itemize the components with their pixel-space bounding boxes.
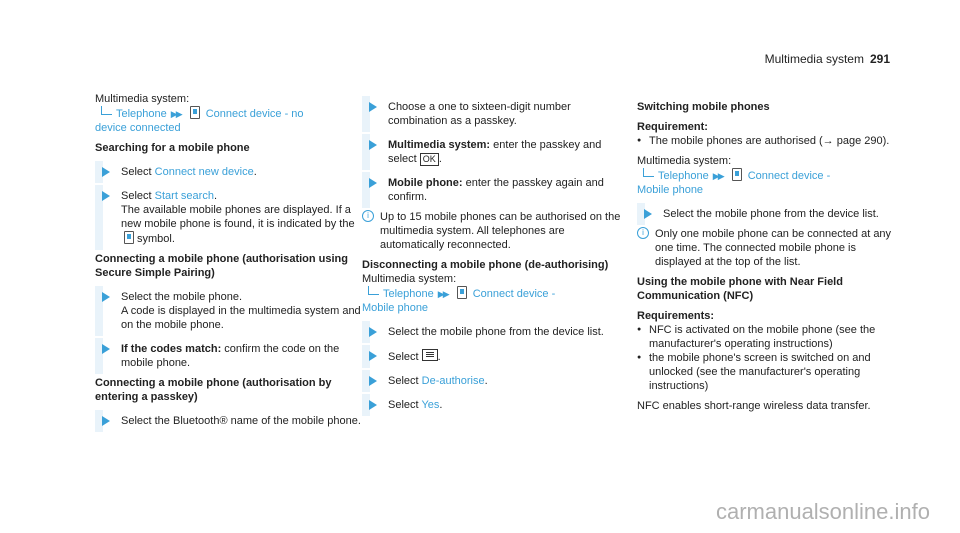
phone-icon	[732, 168, 742, 181]
column-3	[637, 92, 905, 413]
text: .	[484, 375, 488, 387]
path-device-connected: device connected	[95, 122, 181, 134]
step	[362, 100, 630, 128]
mm-label: Multimedia system:	[637, 155, 732, 167]
menu-path	[637, 168, 905, 183]
text: Select	[388, 351, 422, 363]
note	[637, 227, 905, 269]
list-item: ● NFC is activated on the mobile phone (see the manufacturer's operating instructions)	[637, 323, 905, 351]
path-mobile-phone: Mobile phone	[362, 302, 429, 314]
step	[362, 325, 630, 339]
heading-ssp: Connecting a mobile phone (authorisation using Secure Simple Pairing)	[95, 253, 348, 279]
text: The available mobile phones are displayed. If a new mobile phone is found, it is indicated by the	[121, 204, 355, 230]
path-arrow-icon	[643, 168, 654, 177]
text: If the codes match:	[121, 343, 222, 355]
text: Select	[121, 190, 155, 202]
menu-icon	[422, 349, 438, 361]
step	[95, 342, 363, 370]
text: .	[437, 351, 441, 363]
text: Mobile phone:	[388, 177, 463, 189]
step	[637, 207, 905, 221]
text: Multimedia system:	[388, 139, 491, 151]
heading-switching: Switching mobile phones	[637, 101, 770, 113]
path-telephone: Telephone	[116, 108, 167, 120]
step-arrow-icon	[369, 178, 377, 188]
list-item: ● the mobile phone's screen is switched on and unlocked (see the manufacturer's operating instructions)	[637, 351, 905, 393]
menu-path	[362, 286, 630, 301]
path-telephone: Telephone	[658, 170, 709, 182]
requirement-label: Requirement:	[637, 121, 708, 133]
list-item: ● The mobile phones are authorised (→ page 290).	[637, 134, 905, 148]
step	[362, 138, 630, 166]
path-telephone: Telephone	[383, 288, 434, 300]
nfc-text: NFC enables short-range wireless data transfer.	[637, 400, 871, 412]
heading-passkey: Connecting a mobile phone (authorisation by entering a passkey)	[95, 377, 332, 403]
step-arrow-icon	[102, 344, 110, 354]
heading-nfc: Using the mobile phone with Near Field Communication (NFC)	[637, 276, 843, 302]
step-arrow-icon	[369, 400, 377, 410]
ui-connect-new-device: Connect new device	[154, 166, 254, 178]
mm-label: Multimedia system:	[362, 273, 457, 285]
note	[362, 210, 630, 252]
text: A code is displayed in the multimedia system and on the mobile phone.	[121, 305, 361, 331]
ui-start-search: Start search	[154, 190, 214, 202]
text: .	[253, 166, 257, 178]
path-arrow-icon	[101, 106, 112, 115]
path-arrow-icon	[368, 286, 379, 295]
step	[95, 189, 363, 246]
ok-key: OK	[420, 153, 439, 166]
step	[95, 165, 363, 179]
text: symbol.	[137, 233, 175, 245]
path-connect-device: Connect device -	[472, 288, 556, 300]
step	[362, 398, 630, 412]
double-chevron-icon: ▶▶	[712, 171, 723, 181]
path-connect-device: Connect device - no	[205, 108, 304, 120]
page-number: 291	[869, 52, 890, 66]
step-arrow-icon	[369, 376, 377, 386]
text: Up to 15 mobile phones can be authorised on the multimedia system. All telephones are automatically reconnected.	[380, 211, 621, 251]
step-arrow-icon	[102, 167, 110, 177]
step-arrow-icon	[369, 351, 377, 361]
phone-icon	[457, 286, 467, 299]
text: Select the mobile phone.	[121, 291, 243, 303]
path-mobile-phone: Mobile phone	[637, 184, 704, 196]
ui-de-authorise: De-authorise	[421, 375, 485, 387]
text: Choose a one to sixteen-digit number combination as a passkey.	[388, 101, 571, 127]
step	[362, 176, 630, 204]
text: Select	[121, 166, 155, 178]
step	[95, 414, 363, 428]
text: Only one mobile phone can be connected at any one time. The connected mobile phone is displayed at the top of the list.	[655, 228, 892, 268]
text: .	[213, 190, 218, 202]
text: Select	[388, 375, 422, 387]
step-arrow-icon	[102, 416, 110, 426]
step-arrow-icon	[102, 191, 110, 201]
phone-icon	[124, 231, 134, 244]
step-arrow-icon	[369, 327, 377, 337]
section-title: Multimedia system	[764, 52, 864, 66]
step	[362, 374, 630, 388]
ui-yes: Yes	[421, 399, 440, 411]
step-arrow-icon	[369, 102, 377, 112]
menu-path	[95, 106, 363, 121]
watermark: carmanualsonline.info	[715, 499, 930, 524]
heading-disconnect: Disconnecting a mobile phone (de-authorising)	[362, 259, 609, 271]
text: Select	[388, 399, 422, 411]
path-connect-device: Connect device -	[747, 170, 831, 182]
step-arrow-icon	[102, 292, 110, 302]
text: enter the passkey and select	[388, 139, 602, 165]
requirements-label: Requirements:	[637, 310, 715, 322]
column-2	[362, 92, 630, 412]
step-arrow-icon	[369, 140, 377, 150]
page-header	[765, 52, 890, 66]
phone-icon	[190, 106, 200, 119]
text: Select the mobile phone from the device list.	[388, 326, 604, 338]
step	[95, 290, 363, 332]
text: .	[438, 153, 442, 165]
text: enter the passkey again and confirm.	[388, 177, 604, 203]
info-icon: i	[637, 227, 649, 239]
text: confirm the code on the mobile phone.	[121, 343, 340, 369]
info-icon: i	[362, 210, 374, 222]
double-chevron-icon: ▶▶	[437, 289, 448, 299]
text: Select the Bluetooth® name of the mobile phone.	[121, 415, 361, 427]
column-1	[95, 92, 363, 428]
double-chevron-icon: ▶▶	[170, 109, 181, 119]
step-arrow-icon	[644, 209, 652, 219]
heading-searching: Searching for a mobile phone	[95, 142, 250, 154]
mm-label: Multimedia system:	[95, 93, 190, 105]
text: Select the mobile phone from the device list.	[663, 208, 879, 220]
text: .	[439, 399, 443, 411]
step	[362, 349, 630, 364]
